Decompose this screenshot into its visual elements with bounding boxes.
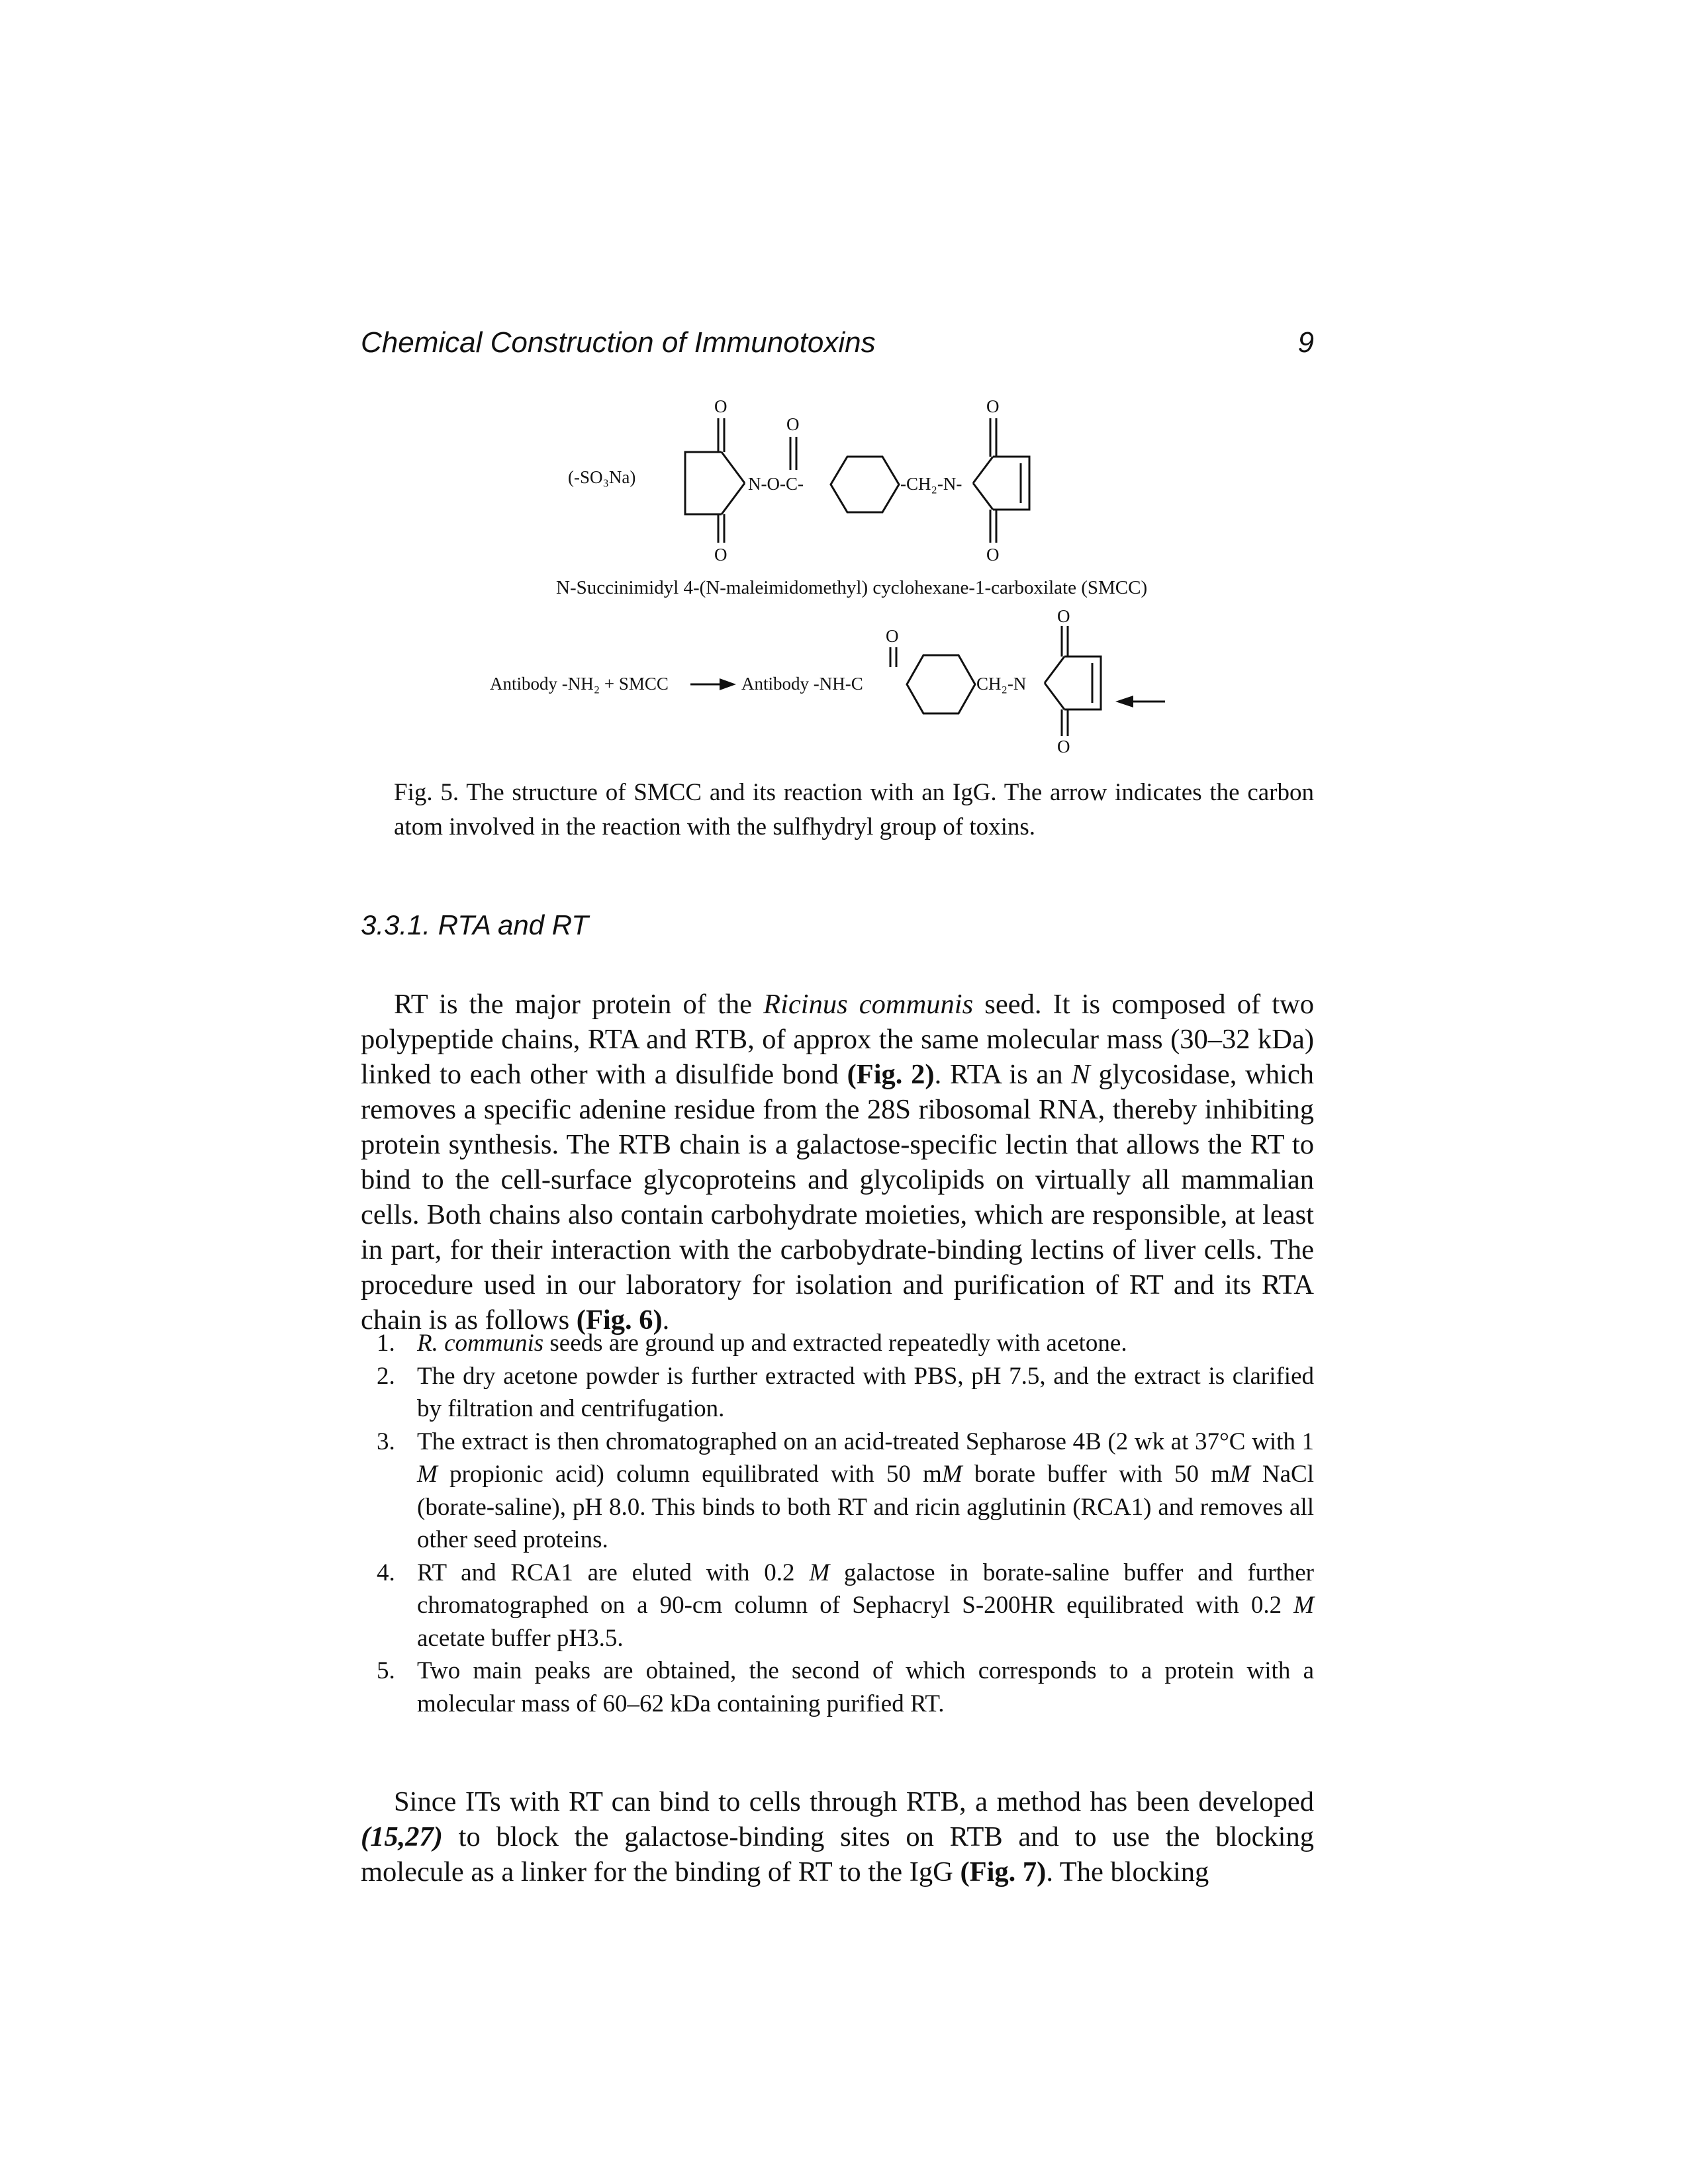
citation: (15,27) xyxy=(361,1821,443,1852)
list-item: 5. Two main peaks are obtained, the second of which corresponds to a protein with a molecular mass of 60–62 kDa containing purified RT. xyxy=(361,1655,1314,1720)
figure-reference: (Fig. 6) xyxy=(576,1304,663,1336)
figure-reference: (Fig. 2) xyxy=(847,1058,935,1090)
smcc-name: N-Succinimidyl 4-(N-maleimidomethyl) cyclohexane-1-carboxilate (SMCC) xyxy=(556,577,1148,598)
body-paragraph: Since ITs with RT can bind to cells through RTB, a method has been developed (15,27) to block the galactose-binding sites on RTB and to use the blocking molecule as a linker for the binding of RT to the IgG (Fig. 7). The blocking xyxy=(361,1786,1314,1888)
cyclohexane-ring xyxy=(907,655,975,713)
oxygen-label: O xyxy=(986,396,1000,416)
list-number: 2. xyxy=(377,1362,395,1390)
list-number: 5. xyxy=(377,1657,395,1684)
maleimide-ring xyxy=(993,457,1029,510)
indicator-arrowhead xyxy=(1115,696,1133,707)
list-item: 3. The extract is then chromatographed on an acid-treated Sepharose 4B (2 wk at 37°C with 1 M propionic acid) column equilibrated with 50 mM borate buffer with 50 mM NaCl (borate-saline), pH 8.0. This binds to both RT and ricin agglutinin (RCA1) and removes all other seed proteins. xyxy=(361,1426,1314,1557)
product-prefix-label: Antibody -NH-C xyxy=(741,674,863,694)
cyclohexane-ring xyxy=(831,457,899,512)
oxygen-label: O xyxy=(986,545,1000,565)
list-item: 1. R. communis seeds are ground up and extracted repeatedly with acetone. xyxy=(361,1327,1314,1360)
maleimide-bond xyxy=(1045,657,1064,683)
oxygen-label: O xyxy=(714,545,727,565)
procedure-list xyxy=(361,1327,1314,1720)
list-item: 4. RT and RCA1 are eluted with 0.2 M galactose in borate-saline buffer and further chromatographed on a 90-cm column of Sephacryl S-200HR equilibrated with 0.2 M acetate buffer pH3.5. xyxy=(361,1557,1314,1655)
oxygen-label: O xyxy=(1057,737,1070,754)
methylene-label: CH₂-N xyxy=(976,674,1027,694)
figure-caption: Fig. 5. The structure of SMCC and its reaction with an IgG. The arrow indicates the carbon atom involved in the reaction with the sulfhydryl group of toxins. xyxy=(394,779,1314,841)
oxygen-label: O xyxy=(1057,606,1070,626)
maleimide-bond xyxy=(973,483,993,510)
page-number: 9 xyxy=(1297,326,1314,359)
oxygen-label: O xyxy=(714,396,727,416)
maleimide-bond xyxy=(1045,683,1064,709)
running-head xyxy=(361,323,1314,363)
body-paragraph: RT is the major protein of the Ricinus communis seed. It is composed of two polypeptide chains, RTA and RTB, of approx the same molecular mass (30–32 kDa) linked to each other with a disulfide bond (Fig. 2). RTA is an N glycosidase, which removes a specific adenine residue from the 28S ribosomal RNA, thereby inhibiting protein synthesis. The RTB chain is a galactose-specific lectin that allows the RT to bind to the cell-surface glycoproteins and glycolipids on virtually all mammalian cells. Both chains also contain carbohydrate moieties, which are responsible, at least in part, for their interaction with the carbobydrate-binding lectins of liver cells. The procedure used in our laboratory for isolation and purification of RT and its RTA chain is as follows (Fig. 6). xyxy=(361,988,1314,1336)
methylene-label: -CH₂-N- xyxy=(900,474,962,494)
so3na-label: (-SO₃Na) xyxy=(568,467,636,487)
maleimide-ring xyxy=(1064,657,1101,709)
list-number: 1. xyxy=(377,1330,395,1357)
succinimide-ring xyxy=(685,452,722,514)
reactants-label: Antibody -NH₂ + SMCC xyxy=(490,674,669,694)
reaction-arrowhead xyxy=(720,678,736,690)
section-heading: 3.3.1. RTA and RT xyxy=(361,909,588,940)
maleimide-bond xyxy=(973,457,993,483)
figure-reference: (Fig. 7) xyxy=(960,1856,1047,1888)
succinimide-bond xyxy=(722,452,745,483)
list-item: 2. The dry acetone powder is further extracted with PBS, pH 7.5, and the extract is clarified by filtration and centrifugation. xyxy=(361,1360,1314,1426)
running-title: Chemical Construction of Immunotoxins xyxy=(361,326,876,359)
oxygen-label: O xyxy=(786,414,800,434)
succinimide-bond xyxy=(722,483,745,514)
species-name: Ricinus communis xyxy=(763,988,974,1020)
list-number: 3. xyxy=(377,1428,395,1455)
oxygen-label: O xyxy=(886,626,899,646)
ester-linkage-label: N-O-C- xyxy=(748,474,804,494)
smcc-structure-figure xyxy=(463,384,1244,754)
list-number: 4. xyxy=(377,1559,395,1586)
